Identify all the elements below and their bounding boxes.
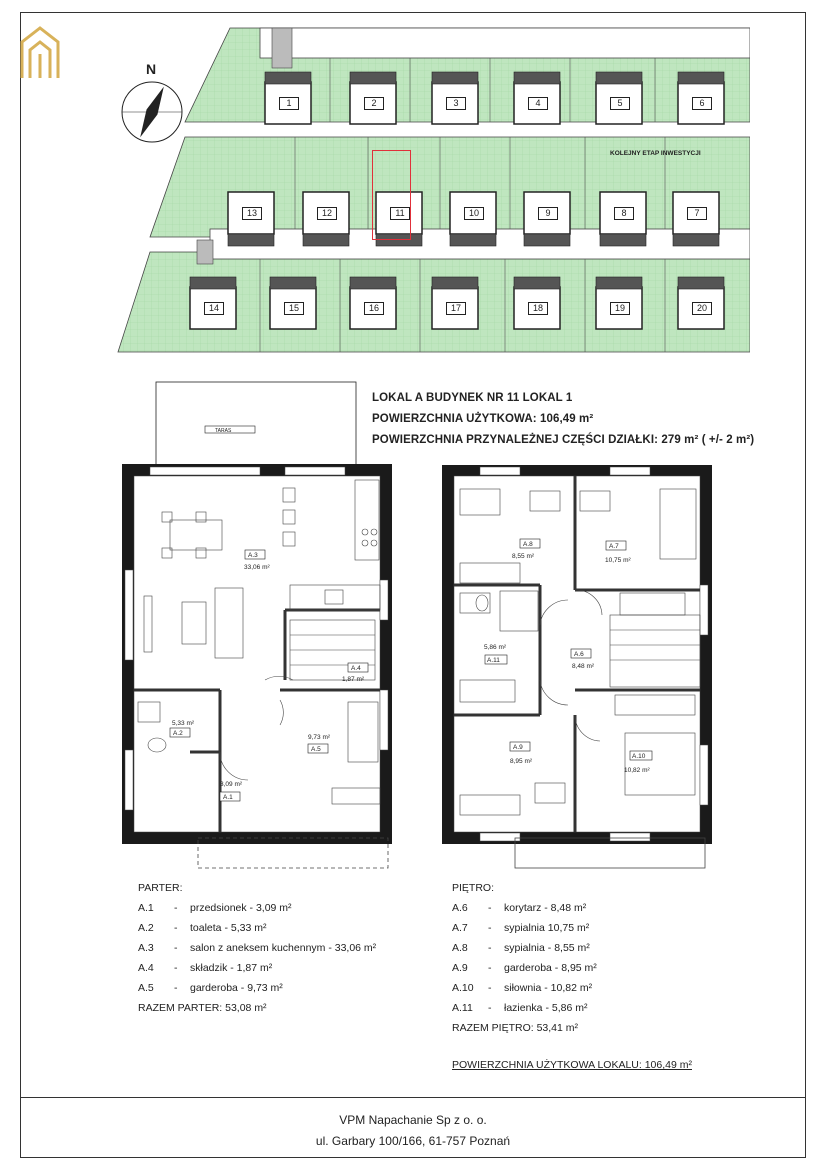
- house-terrace-16: [350, 277, 396, 289]
- lot-number-1: 1: [279, 97, 299, 110]
- house-terrace-15: [270, 277, 316, 289]
- room-A2-code: A.2: [173, 730, 183, 737]
- house-terrace-1: [265, 72, 311, 84]
- lot-number-6: 6: [692, 97, 712, 110]
- terrace-label: TARAS: [215, 428, 232, 434]
- house-terrace-6: [678, 72, 724, 84]
- ground-floor-total: RAZEM PARTER: 53,08 m²: [138, 1002, 267, 1014]
- room-A11-code: A.11: [487, 657, 500, 664]
- footer-divider: [20, 1097, 806, 1098]
- house-terrace-14: [190, 277, 236, 289]
- compass-icon: [122, 61, 182, 142]
- company-name: VPM Napachanie Sp z o. o.: [339, 1113, 487, 1127]
- lot-number-12: 12: [317, 207, 337, 220]
- room-A4-area: 1,87 m²: [342, 676, 365, 683]
- room-A7-code: A.7: [609, 543, 619, 550]
- room-A3-area: 33,06 m²: [244, 564, 270, 571]
- lot-number-4: 4: [528, 97, 548, 110]
- room-A3-code: A.3: [248, 552, 258, 559]
- lot-number-20: 20: [692, 302, 712, 315]
- lot-number-2: 2: [364, 97, 384, 110]
- legend-item: A.11 - łazienka - 5,86 m²: [452, 1002, 588, 1014]
- house-terrace-3: [432, 72, 478, 84]
- house-terrace-2: [350, 72, 396, 84]
- lot-number-5: 5: [610, 97, 630, 110]
- ground-floor-plan: [120, 380, 400, 870]
- room-A6-code: A.6: [574, 651, 584, 658]
- first-floor-plan: [440, 465, 720, 875]
- legend-title: PARTER:: [138, 882, 183, 894]
- room-A8-area: 8,55 m²: [512, 553, 535, 560]
- house-terrace-17: [432, 277, 478, 289]
- highlighted-lot-marker: [372, 150, 411, 240]
- lot-number-7: 7: [687, 207, 707, 220]
- plot-share-area: POWIERZCHNIA PRZYNALEŻNEJ CZĘŚCI DZIAŁKI: 279 m² ( +/- 2 m²): [372, 434, 755, 446]
- lot-number-9: 9: [538, 207, 558, 220]
- room-A8-code: A.8: [523, 541, 533, 548]
- room-A7-area: 10,75 m²: [605, 557, 631, 564]
- lot-number-17: 17: [446, 302, 466, 315]
- legend-item: A.2 - toaleta - 5,33 m²: [138, 922, 267, 934]
- house-terrace-9: [524, 234, 570, 246]
- legend-item: A.10 - siłownia - 10,82 m²: [452, 982, 593, 994]
- room-A10-code: A.10: [632, 753, 646, 760]
- room-A10-area: 10,82 m²: [624, 767, 650, 774]
- legend-item: A.6 - korytarz - 8,48 m²: [452, 902, 587, 914]
- usable-area: POWIERZCHNIA UŻYTKOWA: 106,49 m²: [372, 413, 594, 425]
- house-terrace-10: [450, 234, 496, 246]
- next-stage-label: KOLEJNY ETAP INWESTYCJI: [610, 150, 701, 157]
- legend-item: A.4 - składzik - 1,87 m²: [138, 962, 273, 974]
- house-terrace-8: [600, 234, 646, 246]
- house-terrace-18: [514, 277, 560, 289]
- room-A9-area: 8,95 m²: [510, 758, 533, 765]
- compass-label: N: [146, 61, 157, 77]
- legend-item: A.9 - garderoba - 8,95 m²: [452, 962, 597, 974]
- house-terrace-20: [678, 277, 724, 289]
- lot-number-10: 10: [464, 207, 484, 220]
- first-floor-legend: [452, 878, 597, 1038]
- lot-number-18: 18: [528, 302, 548, 315]
- unit-usable-area-total: POWIERZCHNIA UŻYTKOWA LOKALU: 106,49 m²: [452, 1059, 692, 1071]
- room-A2-area: 5,33 m²: [172, 720, 195, 727]
- room-A1-code: A.1: [223, 794, 233, 801]
- unit-title: LOKAL A BUDYNEK NR 11 LOKAL 1: [372, 392, 573, 404]
- lot-number-15: 15: [284, 302, 304, 315]
- room-A11-area: 5,86 m²: [484, 644, 507, 651]
- lot-number-14: 14: [204, 302, 224, 315]
- room-A5-code: A.5: [311, 746, 321, 753]
- house-terrace-12: [303, 234, 349, 246]
- lot-number-19: 19: [610, 302, 630, 315]
- house-terrace-5: [596, 72, 642, 84]
- legend-item: A.7 - sypialnia 10,75 m²: [452, 922, 590, 934]
- legend-item: A.5 - garderoba - 9,73 m²: [138, 982, 283, 994]
- logo-house-icon: [18, 24, 62, 80]
- ground-floor-legend: [138, 878, 376, 1018]
- legend-item: A.8 - sypialnia - 8,55 m²: [452, 942, 590, 954]
- house-terrace-7: [673, 234, 719, 246]
- legend-item: A.3 - salon z aneksem kuchennym - 33,06 m²: [138, 942, 377, 954]
- lot-number-8: 8: [614, 207, 634, 220]
- room-A1-area: 3,09 m²: [220, 781, 243, 788]
- room-A5-area: 9,73 m²: [308, 734, 331, 741]
- house-terrace-13: [228, 234, 274, 246]
- house-terrace-19: [596, 277, 642, 289]
- first-floor-total: RAZEM PIĘTRO: 53,41 m²: [452, 1022, 579, 1034]
- house-terrace-4: [514, 72, 560, 84]
- lot-number-11: 11: [390, 207, 410, 220]
- lot-number-3: 3: [446, 97, 466, 110]
- lot-number-16: 16: [364, 302, 384, 315]
- room-A4-code: A.4: [351, 665, 361, 672]
- room-A6-area: 8,48 m²: [572, 663, 595, 670]
- legend-title: PIĘTRO:: [452, 882, 495, 894]
- company-address: ul. Garbary 100/166, 61-757 Poznań: [315, 1134, 511, 1148]
- legend-item: A.1 - przedsionek - 3,09 m²: [138, 902, 292, 914]
- lot-number-13: 13: [242, 207, 262, 220]
- room-A9-code: A.9: [513, 744, 523, 751]
